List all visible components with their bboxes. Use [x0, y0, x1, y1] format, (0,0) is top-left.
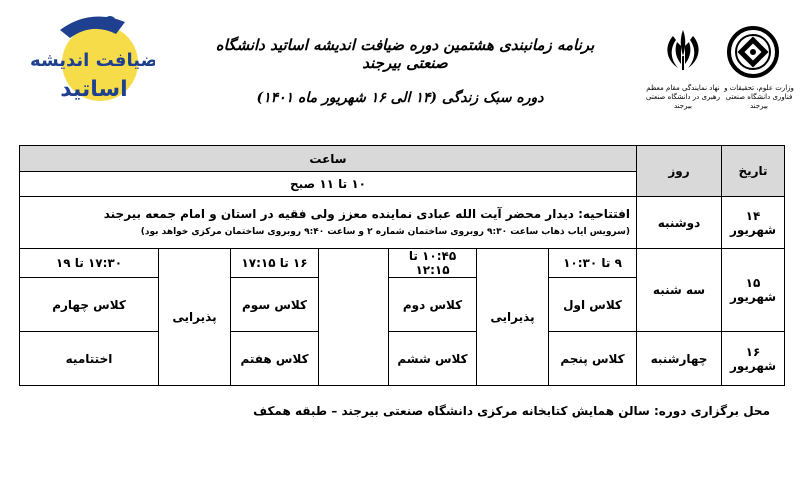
reception-cell-1: پذیرایی — [477, 249, 549, 386]
opening-note: (سرویس ایاب ذهاب ساعت ۹:۳۰ روبروی ساختمان شماره ۲ و ساعت ۹:۴۰ روبروی ساختمان مرکزی خواهد بود) — [140, 226, 630, 237]
row-date: ۱۴ شهریور — [722, 197, 785, 249]
row-day: دوشنبه — [637, 197, 722, 249]
ministry-emblem-caption: وزارت علوم، تحقیقات و فناوری دانشگاه صنعتی بیرجند — [724, 84, 794, 110]
time-slot-3: ۱۶ تا ۱۷:۱۵ — [231, 249, 319, 278]
event-logo — [30, 8, 155, 108]
row-day: چهارشنبه — [637, 332, 722, 386]
header-day: روز — [637, 146, 722, 197]
class-cell: کلاس دوم — [389, 278, 477, 332]
ministry-emblem-icon — [727, 26, 779, 78]
header-date: تاریخ — [722, 146, 785, 197]
schedule-table — [20, 145, 785, 376]
first-time-slot: ۱۰ تا ۱۱ صبح — [19, 172, 636, 197]
header-hour: ساعت — [19, 146, 636, 172]
row-day: سه شنبه — [637, 249, 722, 332]
row-date: ۱۶ شهریور — [722, 332, 785, 386]
class-cell: کلاس پنجم — [549, 332, 637, 386]
logo-text-bottom: اساتید — [60, 77, 128, 102]
class-cell: کلاس هفتم — [231, 332, 319, 386]
class-cell: کلاس اول — [549, 278, 637, 332]
page-subtitle: دوره سبک زندگی (۱۴ الی ۱۶ شهریور ماه ۱۴۰۱) — [256, 90, 544, 106]
class-cell: کلاس سوم — [231, 278, 319, 332]
iran-emblem-icon — [658, 26, 708, 76]
opening-cell — [19, 197, 636, 249]
time-slot-2: ۱۰:۴۵ تا ۱۲:۱۵ — [389, 249, 477, 278]
logo-text-top: ضیافت اندیشه — [30, 50, 155, 71]
venue-text: محل برگزاری دوره: سالن همایش کتابخانه مرکزی دانشگاه صنعتی بیرجند – طبقه همکف — [253, 404, 770, 418]
class-cell: کلاس ششم — [389, 332, 477, 386]
closing-cell: اختتامیه — [19, 332, 158, 386]
time-slot-1: ۹ تا ۱۰:۳۰ — [549, 249, 637, 278]
opening-text: افتتاحیه: دیدار محضر آیت الله عبادی نماینده معزز ولی فقیه در استان و امام جمعه بیرجند — [103, 206, 630, 221]
empty-cell — [319, 249, 389, 386]
reception-cell-2: پذیرایی — [159, 249, 231, 386]
row-date: ۱۵ شهریور — [722, 249, 785, 332]
iran-emblem-caption: نهاد نمایندگی مقام معظم رهبری در دانشگاه صنعتی بیرجند — [646, 84, 720, 110]
class-cell: کلاس چهارم — [19, 278, 158, 332]
time-slot-4: ۱۷:۳۰ تا ۱۹ — [19, 249, 158, 278]
page-title: برنامه زمانبندی هشتمین دوره ضیافت اندیشه اساتید دانشگاه صنعتی بیرجند — [215, 36, 595, 72]
